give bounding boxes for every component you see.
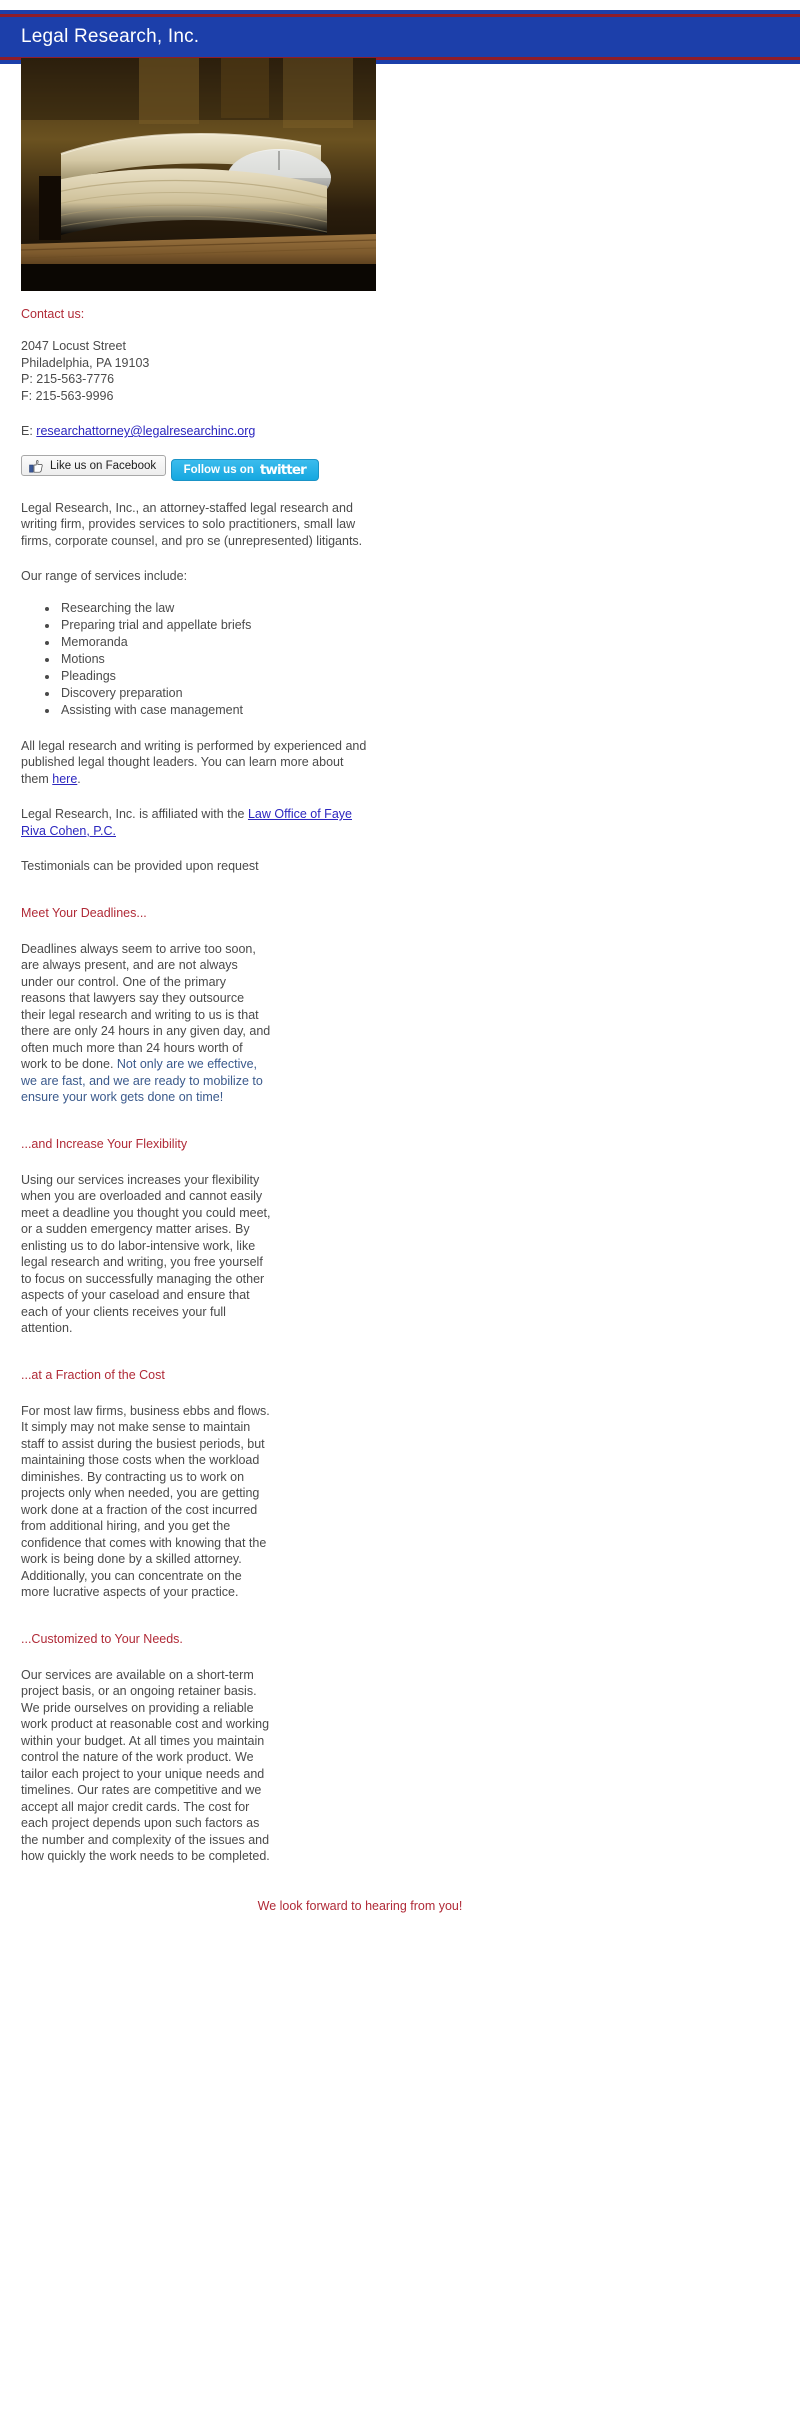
contact-email-line (21, 423, 780, 440)
email-prefix: E: (21, 424, 37, 438)
testimonials-paragraph: Testimonials can be provided upon request (21, 859, 259, 873)
contact-fax: F: 215-563-9996 (21, 388, 114, 403)
affiliation-text: Legal Research, Inc. is affiliated with the (21, 807, 248, 821)
section-body-flexibility: Using our services increases your flexibility when you are overloaded and cannot easily meet a deadline you thought you could meet, or a sudden emergency matter arises. By enlisting us to do labor-intensive work, like legal research and writing, you free yourself to focus on successfully managing the other aspects of your caseload and ensure that each of your clients receives your full attention. (21, 1172, 271, 1335)
services-list (21, 600, 780, 719)
closing-message: We look forward to hearing from you! (257, 1898, 463, 1913)
section-heading-flexibility: ...and Increase Your Flexibility (21, 1136, 188, 1151)
banner-title-bar (0, 19, 800, 55)
thumbs-up-icon (29, 459, 43, 473)
deadlines-highlight-text: Not only are we effective, we are fast, and we are ready to mobilize to ensure your work gets done on time! (21, 1057, 263, 1104)
list-item: • Discovery preparation (59, 685, 780, 702)
facebook-button-label: Like us on Facebook (50, 459, 157, 472)
hero-image-law-books (21, 58, 376, 291)
list-item: • Assisting with case management (59, 702, 780, 719)
quality-paragraph (21, 738, 367, 788)
affiliation-paragraph (21, 806, 367, 839)
services-intro: Our range of services include: (21, 569, 188, 583)
learn-more-here-link[interactable]: here (52, 771, 78, 786)
contact-address (21, 338, 780, 404)
like-us-on-facebook-button[interactable] (21, 455, 166, 476)
site-title: Legal Research, Inc. (21, 26, 200, 47)
list-item: • Memoranda (59, 634, 780, 651)
site-header-banner (0, 10, 800, 64)
deadlines-plain-text: Deadlines always seem to arrive too soon, are always present, and are not always under our control. One of the primary reasons that lawyers say they outsource their legal research and writing to us is that there are only 24 hours in any given day, and often much more than 24 hours worth of work to be done. (21, 941, 271, 1071)
list-item: • Preparing trial and appellate briefs (59, 617, 780, 634)
list-item: • Researching the law (59, 600, 780, 617)
address-city-state-zip: Philadelphia, PA 19103 (21, 355, 150, 370)
contact-block (0, 306, 800, 1865)
email-link[interactable]: researchattorney@legalresearchinc.org (36, 424, 256, 438)
section-heading-customized: ...Customized to Your Needs. (21, 1631, 183, 1646)
list-item: • Pleadings (59, 668, 780, 685)
intro-paragraph: Legal Research, Inc., an attorney-staffed legal research and writing firm, provides services to solo practitioners, small law firms, corporate counsel, and pro se (unrepresented) litigants. (21, 500, 363, 548)
follow-us-on-twitter-button[interactable] (171, 459, 319, 481)
section-body-deadlines (21, 941, 271, 1106)
section-body-customized: Our services are available on a short-term project basis, or an ongoing retainer basis. We pride ourselves on providing a reliable work product at reasonable cost and working within your budget. At all times you maintain control the nature of the work product. We tailor each project to your unique needs and timelines. Our rates are competitive and we accept all major credit cards. The cost for each project depends upon such factors as the number and complexity of the issues and how quickly the work needs to be completed. (21, 1667, 270, 1863)
section-heading-deadlines: Meet Your Deadlines... (21, 905, 147, 920)
section-heading-cost: ...at a Fraction of the Cost (21, 1367, 165, 1382)
contact-phone: P: 215-563-7776 (21, 372, 115, 386)
page-content (0, 58, 800, 1913)
address-street: 2047 Locust Street (21, 339, 126, 353)
law-office-link[interactable]: Law Office of Faye Riva Cohen, P.C. (21, 807, 352, 838)
twitter-button-prefix: Follow us on (183, 463, 254, 476)
twitter-wordmark: twitter (259, 461, 306, 478)
contact-label: Contact us: (21, 307, 85, 321)
section-body-cost: For most law firms, business ebbs and flows. It simply may not make sense to maintain staff to assist during the busiest periods, but maintaining those costs when the workload diminishes. By contracting us to work on projects only when needed, you are getting work done at a fraction of the cost incurred from additional hiring, and you get the confidence that comes with knowing that the work is being done by a skilled attorney. Additionally, you can concentrate on the more lucrative aspects of your practice. (21, 1403, 270, 1599)
quality-text-after: . (77, 771, 81, 786)
list-item: • Motions (59, 651, 780, 668)
quality-text-before: All legal research and writing is performed by experienced and published legal thought leaders. You can learn more about them (21, 738, 367, 786)
